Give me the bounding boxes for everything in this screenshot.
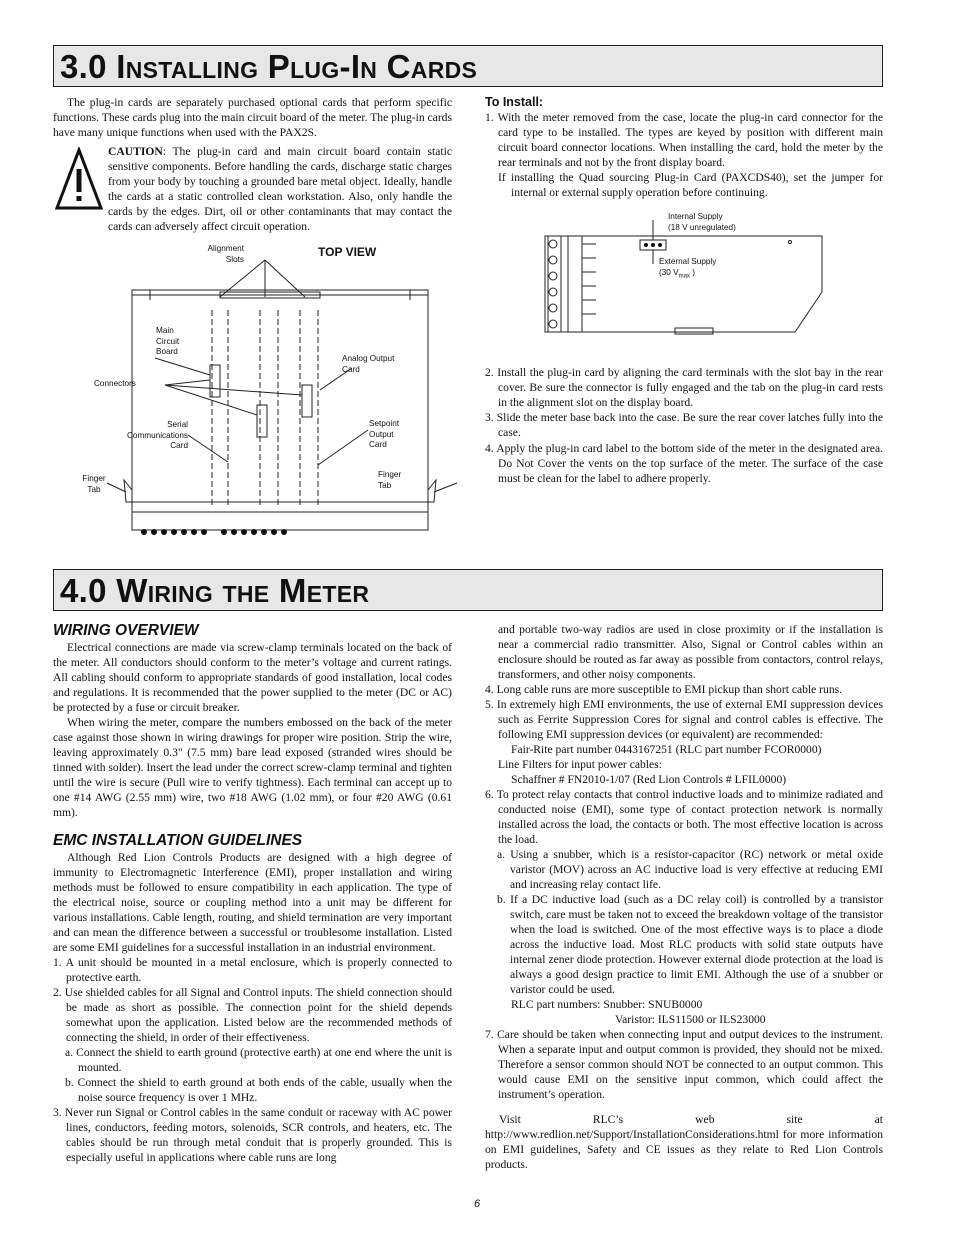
external-supply-label: [659, 257, 716, 282]
top-view-diagram: [80, 240, 460, 550]
section-4-right-column: [485, 622, 883, 1172]
top-view-label: TOP VIEW: [318, 245, 377, 259]
emc-item-3-continued: and portable two-way radios are used in close proximity or if the installation is near a commercial radio transmitter. Also, Signal or Control cables within an enclosure should be routed as far away as possible from contactors, control relays, transformers, and other noisy components.: [498, 623, 883, 681]
emc-item-6-varistor: Varistor: ILS11500 or ILS23000: [615, 1013, 766, 1026]
card-diagram: [540, 210, 830, 340]
emc-item-2a: a. Connect the shield to earth ground (protective earth) at one end where the unit is mounted.: [65, 1046, 452, 1074]
section-4-left-column: [53, 622, 452, 1165]
emc-item-1: 1. A unit should be mounted in a metal enclosure, which is properly connected to protective earth.: [53, 956, 452, 984]
emc-item-5-line-filters: Line Filters for input power cables:: [498, 758, 662, 771]
top-view-drawing: [80, 240, 460, 550]
install-step-2: 2. Install the plug-in card by aligning the card terminals with the slot bay in the rear cover. Be sure the connector is fully engaged and the tab on the plug-in card rests in the alignment slot on the display board.: [485, 366, 883, 409]
connectors-label: Connectors: [94, 379, 136, 388]
wiring-paragraph-2: When wiring the meter, compare the numbers embossed on the back of the meter case against those shown in wiring drawings for proper wire position. Strip the wire, leaving approximately 0.3" (7.5 mm) bare lead exposed (stranded wires should be tinned with solder). Insert the lead under the correct screw-clamp terminal and tighten until the wire is secure (Pull wire to verify tightness). Each terminal can accept up to one #14 AWG (2.55 mm) wire, two #18 AWG (1.02 mm), or four #20 AWG (0.61 mm).: [53, 716, 452, 819]
emc-heading: EMC INSTALLATION GUIDELINES: [53, 832, 303, 849]
page-number: 6: [473, 1198, 481, 1210]
emc-item-5: 5. In extremely high EMI environments, the use of external EMI suppression devices such as Ferrite Suppression Cores for signal and control cables is effective. The following EMI suppression devices (or equivalent) are recommended:: [485, 698, 883, 741]
caution-text: : The plug-in card and main circuit board contain static sensitive components. Before handling the cards, discharge static charges from your body by touching a grounded bare metal object. Ideally, handle the cards at a static controlled clean workstation. Also, only handle the cards by the edges. Dirt, oil or other contaminants that may contact the cards can adversely affect circuit operation.: [108, 145, 452, 233]
section-3-header: [53, 45, 883, 87]
serial-card-label: Serial Communications Card: [127, 420, 188, 450]
finger-tab-left-label: Finger Tab: [82, 474, 106, 494]
emc-item-7: 7. Care should be taken when connecting input and output devices to the instrument. When a separate input and output common is provided, they should not be mixed. Therefore a sensor common should NOT be connected to an output common. This would cause EMI on the sensitive input common, which could affect the instrument’s operation.: [485, 1028, 883, 1101]
alignment-slots-label: Alignment Slots: [207, 244, 244, 264]
external-supply-close: ): [689, 267, 695, 277]
main-circuit-board-label: Main Circuit Board: [156, 326, 180, 356]
section-3-title: 3.0 Installing Plug-In Cards: [60, 48, 478, 85]
external-supply-text: External Supply: [659, 257, 717, 266]
emc-item-5-fair-rite: Fair-Rite part number 0443167251 (RLC part number FCOR0000): [511, 743, 822, 756]
emc-item-2b: b. Connect the shield to earth ground at both ends of the cable, usually when the noise source frequency is over 1 MHz.: [65, 1076, 452, 1104]
setpoint-card-label: Setpoint Output Card: [369, 419, 400, 449]
internal-supply-label: [668, 212, 736, 233]
install-step-1-note: If installing the Quad sourcing Plug-in Card (PAXCDS40), set the jumper for internal or external supply operation before continuing.: [498, 171, 883, 199]
finger-tab-right-label: Finger Tab: [378, 470, 402, 490]
section-4-title: 4.0 Wiring the Meter: [60, 572, 370, 609]
internal-supply-text: Internal Supply: [668, 212, 723, 221]
external-supply-subscript: max: [678, 273, 690, 280]
install-step-4: 4. Apply the plug-in card label to the bottom side of the meter in the designated area. Do Not Cover the vents on the top surface of the meter. The surface of the case must be clean for the label to adhere properly.: [485, 442, 883, 485]
analog-output-card-label: Analog Output Card: [342, 354, 395, 374]
install-step-3: 3. Slide the meter base back into the case. Be sure the rear cover latches fully into the case.: [485, 411, 883, 439]
emc-item-4: 4. Long cable runs are more susceptible to EMI pickup than short cable runs.: [485, 683, 843, 696]
emc-item-2: 2. Use shielded cables for all Signal and Control inputs. The shield connection should be made as short as possible. The connection point for the shield depends somewhat upon the application. Listed below are the recommended methods of connecting the shield, in order of their effectiveness.: [53, 986, 452, 1044]
emc-item-6b: b. If a DC inductive load (such as a DC relay coil) is controlled by a transistor switch, care must be taken not to exceed the breakdown voltage of the transistor when the load is switched. One of the most effective ways is to place a diode across the inductive load. Most RLC products with solid state outputs have internal zener diode protection. However external diode protection at the load is always a good design practice to limit EMI. Although the use of a snubber or varistor could be used.: [497, 893, 883, 996]
caution-block: [108, 144, 452, 234]
section-3-left-column: [53, 95, 452, 140]
visit-website-note: Visit RLC’s web site at http://www.redlion.net/Support/InstallationConsiderations.html for more information on EMI guidelines, Safety and CE issues as they relate to Red Lion Controls products.: [485, 1113, 883, 1171]
install-step-1: 1. With the meter removed from the case, locate the plug-in card connector for the card type to be installed. The types are keyed by position with different main circuit board connector locations. When installing the card, hold the meter by the rear terminals and not by the front display board.: [485, 111, 883, 169]
wiring-paragraph-1: Electrical connections are made via screw-clamp terminals located on the back of the meter. All conductors should conform to the meter’s voltage and current ratings. All cabling should conform to appropriate standards of good installation, local codes and regulations. It is recommended that the power supplied to the meter (DC or AC) be protected by a fuse or circuit breaker.: [53, 641, 452, 714]
to-install-heading: To Install:: [485, 95, 544, 109]
emc-intro: Although Red Lion Controls Products are designed with a high degree of immunity to Electromagnetic Interference (EMI), proper installation and wiring methods must be followed to ensure compatibility in each application. The type of the electrical noise, source or coupling method into a unit may be different for various installations. Cable length, routing, and shield termination are very important and can mean the difference between a successful or troublesome installation. Listed are some EMI guidelines for a successful installation in an industrial environment.: [53, 851, 452, 954]
plugin-intro: The plug-in cards are separately purchased optional cards that perform specific functions. These cards plug into the main circuit board of the meter. The plug-in cards have many unique functions when used with the PAX2S.: [53, 96, 452, 139]
emc-item-5-schaffner: Schaffner # FN2010-1/07 (Red Lion Controls # LFIL0000): [511, 773, 787, 786]
section-4-header: [53, 569, 883, 611]
emc-item-6a: a. Using a snubber, which is a resistor-capacitor (RC) network or metal oxide varistor (MOV) across an AC inductive load is very effective at reducing EMI and increasing relay contact life.: [497, 848, 883, 891]
caution-label: CAUTION: [108, 145, 163, 158]
emc-item-6-rlc-parts: RLC part numbers: Snubber: SNUB0000: [511, 998, 703, 1011]
emc-item-3: 3. Never run Signal or Control cables in the same conduit or raceway with AC power lines, conductors, feeding motors, solenoids, SCR controls, and heaters, etc. The cables should be run through metal conduit that is properly grounded. This is especially useful in applications where cable runs are long: [53, 1106, 452, 1164]
section-3-right-column-lower: [485, 365, 883, 486]
external-supply-sub: (30 V: [659, 267, 679, 277]
warning-icon: [54, 147, 104, 211]
section-3-right-column: [485, 95, 883, 200]
emc-item-6: 6. To protect relay contacts that control inductive loads and to minimize radiated and conducted noise (EMI), some type of contact protection network is normally installed across the load, the contacts or both. The most effective location is across the load.: [485, 788, 883, 846]
internal-supply-sub: (18 V unregulated): [668, 222, 736, 232]
wiring-overview-heading: WIRING OVERVIEW: [53, 622, 199, 639]
